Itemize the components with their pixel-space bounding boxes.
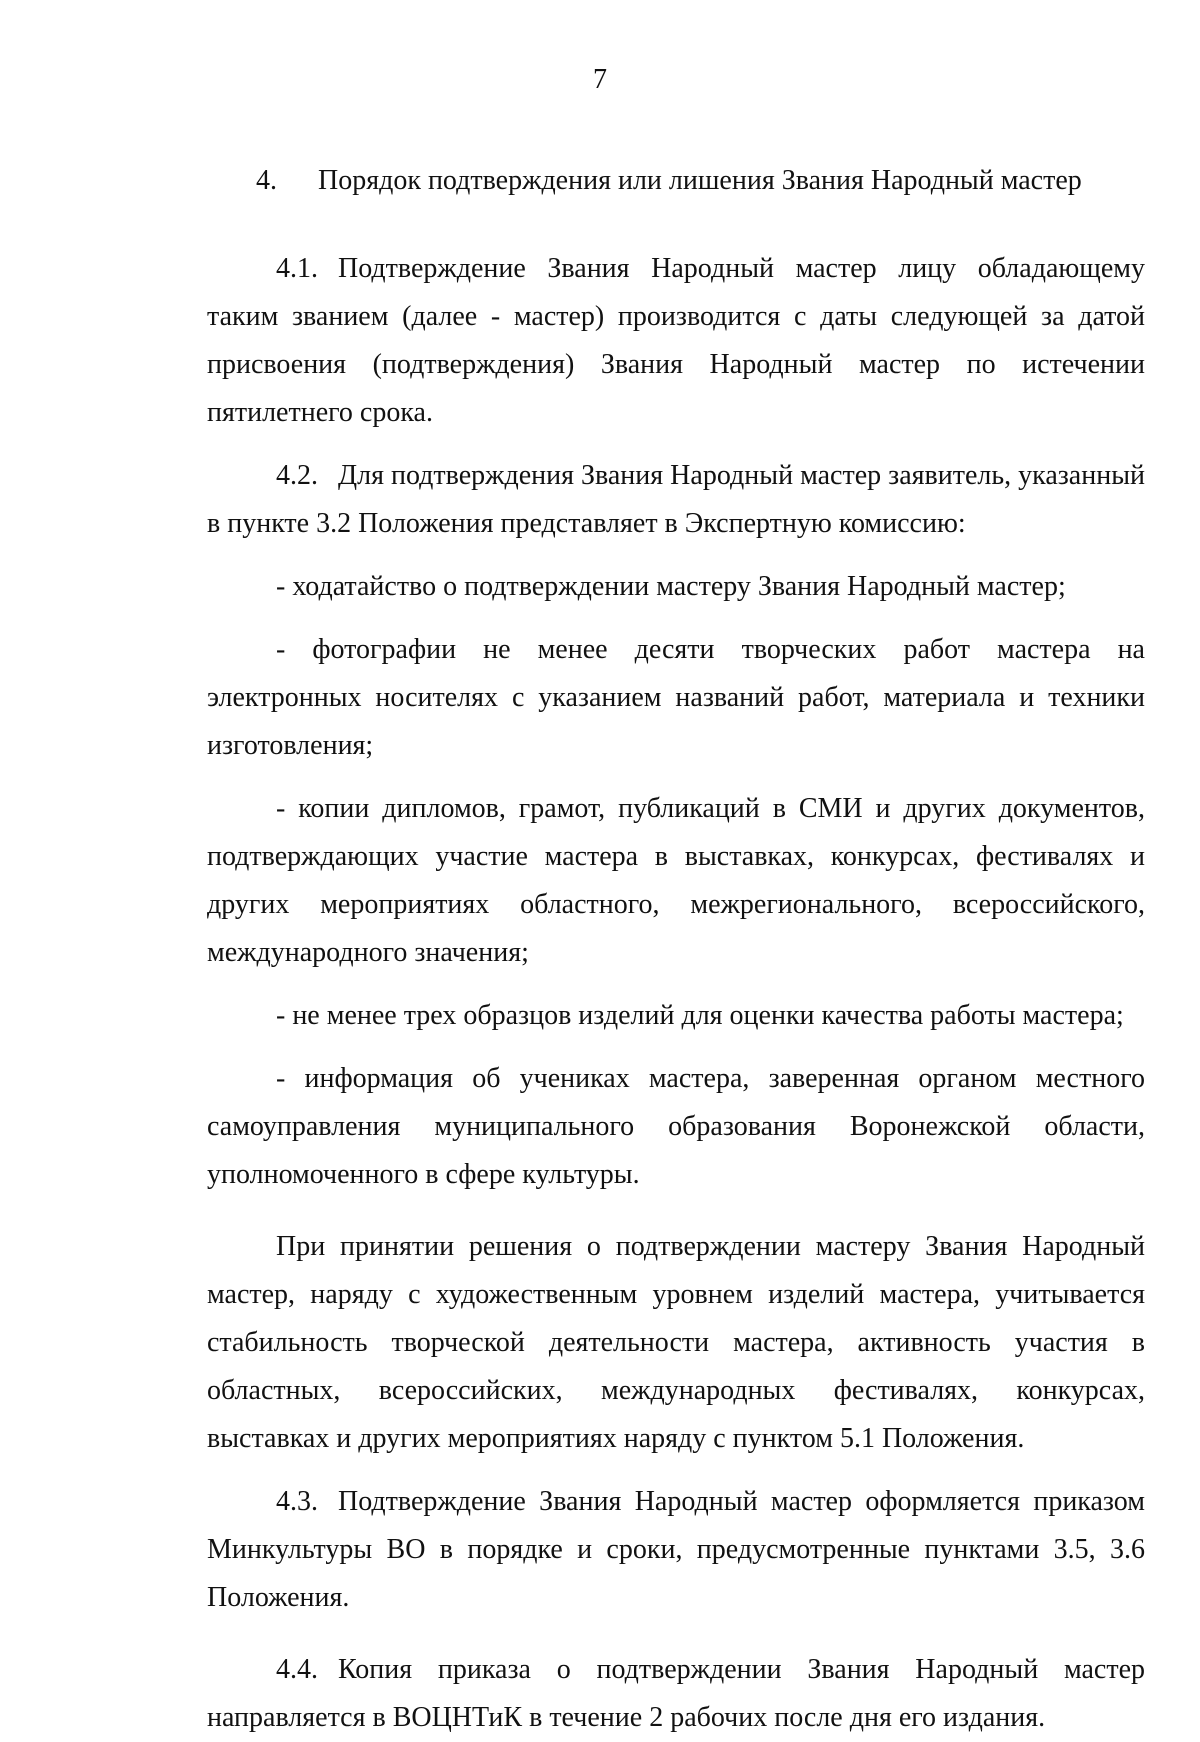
paragraph-number: 4.3. [276, 1486, 318, 1517]
paragraph-number: 4.4. [276, 1654, 318, 1685]
paragraph-4-2 [207, 452, 1145, 548]
paragraph-number: 4.1. [276, 253, 318, 284]
section-number: 4. [256, 165, 277, 196]
list-item-photos [207, 626, 1145, 770]
paragraph-text: Подтверждение Звания Народный мастер лицу обладающему таким званием (далее - мастер) производится с даты следующей за датой присвоения (подтверждения) Звания Народный мастер по истечении пятилетнего срока. [207, 253, 1145, 428]
paragraph-decision-criteria [207, 1223, 1145, 1463]
paragraph-text: Подтверждение Звания Народный мастер оформляется приказом Минкультуры ВО в порядке и сроки, предусмотренные пунктами 3.5, 3.6 Положения. [207, 1486, 1145, 1613]
section-heading [256, 163, 1156, 199]
paragraph-text: При принятии решения о подтверждении мастеру Звания Народный мастер, наряду с художественным уровнем изделий мастера, учитывается стабильность творческой деятельности мастера, активность участия в областных, всероссийских, международных фестивалях, конкурсах, выставках и других мероприятиях наряду с пунктом 5.1 Положения. [207, 1231, 1145, 1454]
list-item-text: - фотографии не менее десяти творческих работ мастера на электронных носителях с указанием названий работ, материала и техники изготовления; [207, 634, 1145, 761]
section-title: Порядок подтверждения или лишения Звания Народный мастер [318, 165, 1082, 196]
page-number: 7 [593, 64, 607, 95]
list-item-students-info [207, 1055, 1145, 1199]
list-item-samples [207, 992, 1145, 1040]
paragraph-4-4 [207, 1646, 1145, 1742]
list-item-petition [207, 563, 1145, 611]
list-item-text: - не менее трех образцов изделий для оценки качества работы мастера; [276, 1000, 1124, 1031]
paragraph-text: Копия приказа о подтверждении Звания Народный мастер направляется в ВОЦНТиК в течение 2 рабочих после дня его издания. [207, 1654, 1145, 1733]
paragraph-4-1 [207, 245, 1145, 437]
list-item-text: - копии дипломов, грамот, публикаций в СМИ и других документов, подтверждающих участие мастера в выставках, конкурсах, фестивалях и других мероприятиях областного, межрегионального, всероссийского, международного значения; [207, 793, 1145, 968]
document-body [207, 245, 1145, 1742]
paragraph-4-3 [207, 1478, 1145, 1622]
paragraph-text: Для подтверждения Звания Народный мастер заявитель, указанный в пункте 3.2 Положения представляет в Экспертную комиссию: [207, 460, 1145, 539]
list-item-text: - информация об учениках мастера, заверенная органом местного самоуправления муниципального образования Воронежской области, уполномоченного в сфере культуры. [207, 1063, 1145, 1190]
paragraph-number: 4.2. [276, 460, 318, 491]
list-item-diploma-copies [207, 785, 1145, 977]
list-item-text: - ходатайство о подтверждении мастеру Звания Народный мастер; [276, 571, 1066, 602]
